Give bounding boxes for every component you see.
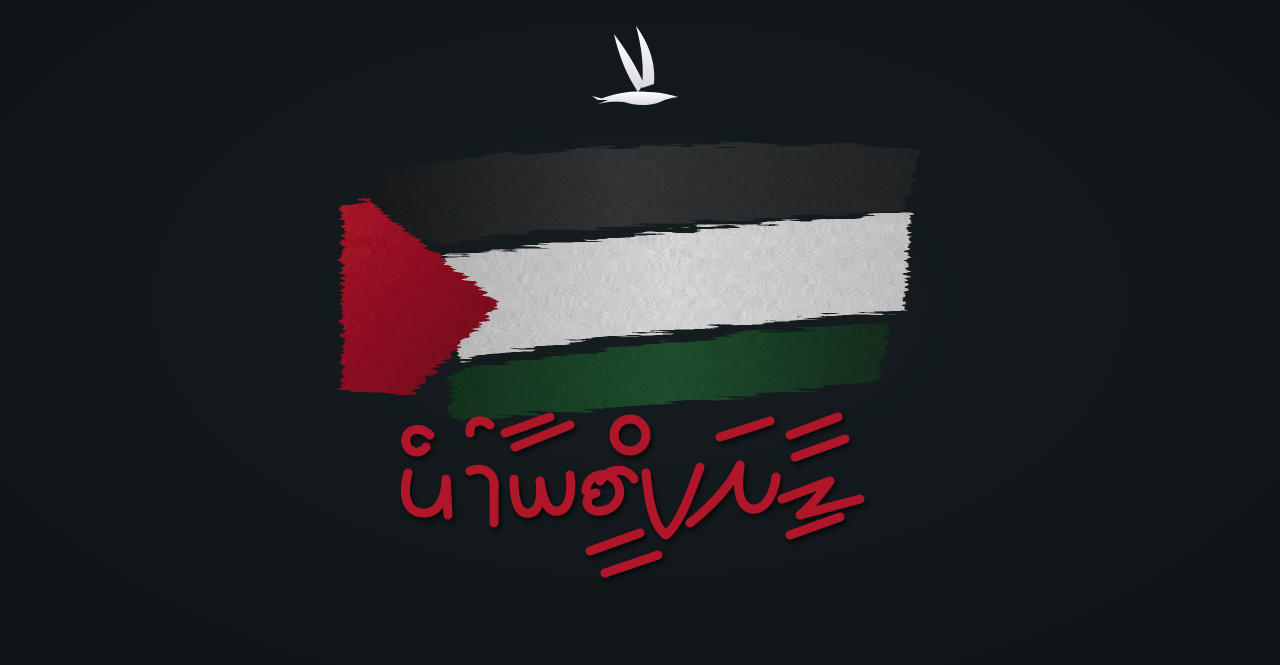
- calligraphy-signature: [390, 395, 890, 595]
- palestine-flag-icon: [320, 110, 960, 430]
- dove-icon: [590, 22, 690, 112]
